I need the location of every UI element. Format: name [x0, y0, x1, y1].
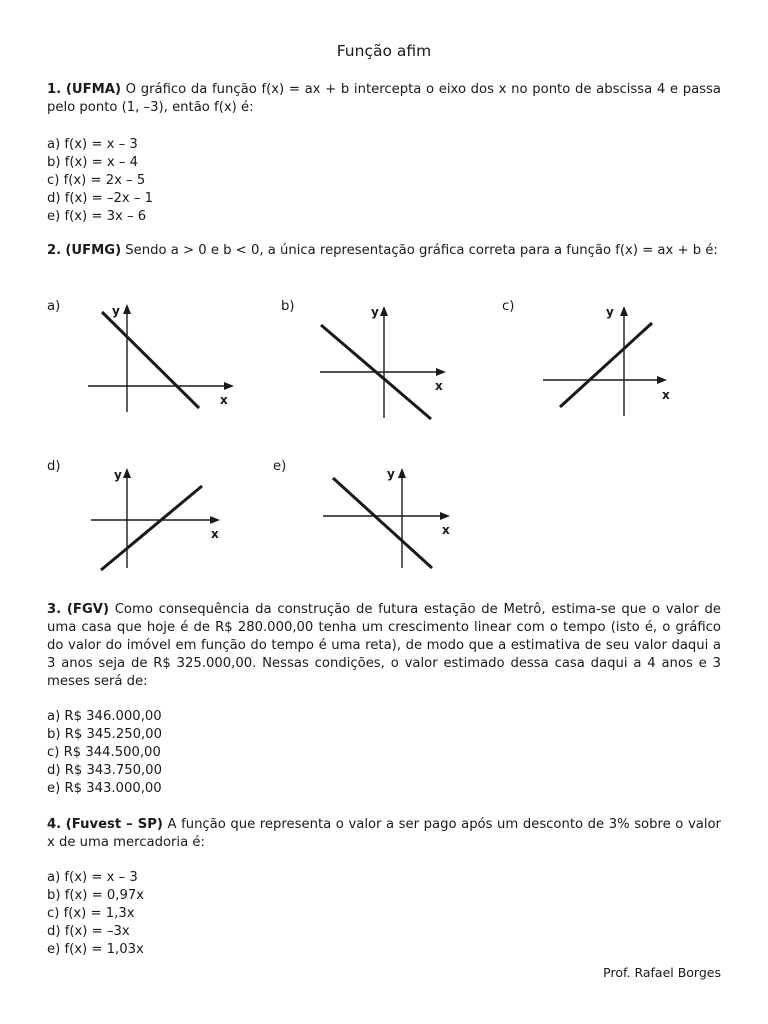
- question-1-number: 1.: [47, 82, 62, 97]
- q4-option-c: c) f(x) = 1,3x: [47, 906, 135, 921]
- graph-d: [85, 462, 235, 572]
- q1-option-b: b) f(x) = x – 4: [47, 155, 139, 170]
- question-4-options: [47, 869, 721, 959]
- question-3-number: 3.: [47, 602, 62, 617]
- question-1: [47, 81, 721, 117]
- q4-option-e: e) f(x) = 1,03x: [47, 942, 144, 957]
- graph-c-x-label: x: [662, 388, 670, 402]
- graph-d-y-arrow: [123, 468, 131, 478]
- question-2-text: Sendo a > 0 e b < 0, a única representação gráfica correta para a função f(x) = ax + b é:: [121, 243, 718, 258]
- graph-e-y-arrow: [398, 468, 406, 478]
- graph-b: [315, 300, 475, 420]
- question-4-text: A função que representa o valor a ser pago após um desconto de 3% sobre o valor x de uma mercadoria é:: [47, 817, 721, 850]
- graph-a-x-label: x: [220, 393, 228, 407]
- q3-option-a: a) R$ 346.000,00: [47, 709, 162, 724]
- question-3-source: (FGV): [66, 602, 109, 617]
- q3-option-c: c) R$ 344.500,00: [47, 745, 161, 760]
- graph-c-y-arrow: [620, 306, 628, 316]
- question-3: [47, 601, 721, 691]
- graph-e: [318, 462, 468, 572]
- graph-b-y-arrow: [380, 306, 388, 316]
- q1-option-c: c) f(x) = 2x – 5: [47, 173, 146, 188]
- question-1-source: (UFMA): [65, 82, 121, 97]
- graph-d-x-label: x: [211, 527, 219, 541]
- graph-e-label: e): [273, 459, 287, 474]
- question-2: [47, 242, 721, 260]
- graph-c-y-label: y: [606, 305, 614, 319]
- question-2-number: 2.: [47, 243, 62, 258]
- graph-b-x-arrow: [436, 368, 446, 376]
- graph-b-y-label: y: [371, 305, 379, 319]
- graph-c-x-arrow: [657, 376, 667, 384]
- graph-b-x-label: x: [435, 379, 443, 393]
- graph-c-label: c): [502, 299, 515, 314]
- graph-b-label: b): [281, 299, 295, 314]
- graph-c: [540, 300, 690, 420]
- graph-a-y-label: y: [112, 304, 120, 318]
- graph-a-y-arrow: [123, 304, 131, 314]
- question-4-source: (Fuvest – SP): [65, 817, 163, 832]
- q3-option-b: b) R$ 345.250,00: [47, 727, 162, 742]
- graph-e-y-label: y: [387, 467, 395, 481]
- question-3-options: [47, 708, 721, 798]
- graph-d-x-arrow: [210, 516, 220, 524]
- question-4-number: 4.: [47, 817, 62, 832]
- q3-option-e: e) R$ 343.000,00: [47, 781, 162, 796]
- q4-option-d: d) f(x) = –3x: [47, 924, 130, 939]
- graph-e-x-arrow: [440, 512, 450, 520]
- graph-d-label: d): [47, 459, 61, 474]
- graph-a-function-line: [102, 312, 199, 408]
- graph-c-function-line: [560, 323, 652, 407]
- question-2-source: (UFMG): [65, 243, 122, 258]
- q4-option-b: b) f(x) = 0,97x: [47, 888, 145, 903]
- author-footer: Prof. Rafael Borges: [603, 965, 721, 980]
- q1-option-d: d) f(x) = –2x – 1: [47, 191, 154, 206]
- graph-e-x-label: x: [442, 523, 450, 537]
- q3-option-d: d) R$ 343.750,00: [47, 763, 162, 778]
- q4-option-a: a) f(x) = x – 3: [47, 870, 138, 885]
- graph-d-y-label: y: [114, 468, 122, 482]
- graph-e-function-line: [333, 478, 432, 568]
- graph-a: [80, 300, 240, 420]
- q1-option-e: e) f(x) = 3x – 6: [47, 209, 147, 224]
- graph-a-x-arrow: [224, 382, 234, 390]
- q1-option-a: a) f(x) = x – 3: [47, 137, 138, 152]
- page-title: Função afim: [336, 42, 432, 60]
- question-1-options: [47, 136, 721, 226]
- question-1-text: O gráfico da função f(x) = ax + b intercepta o eixo dos x no ponto de abscissa 4 e passa pelo ponto (1, –3), então f(x) é:: [47, 82, 721, 115]
- question-4: [47, 816, 721, 852]
- graph-a-label: a): [47, 299, 61, 314]
- graph-d-function-line: [101, 486, 202, 570]
- question-3-text: Como consequência da construção de futura estação de Metrô, estima-se que o valor de uma casa que hoje é de R$ 280.000,00 tenha um crescimento linear com o tempo (isto é, o gráfico do valor do imóvel em função do tempo é uma reta), de modo que a estimativa de seu valor daqui a 3 anos seja de R$ 325.000,00. Nessas condições, o valor estimado dessa casa daqui a 4 anos e 3 meses será de:: [47, 602, 721, 689]
